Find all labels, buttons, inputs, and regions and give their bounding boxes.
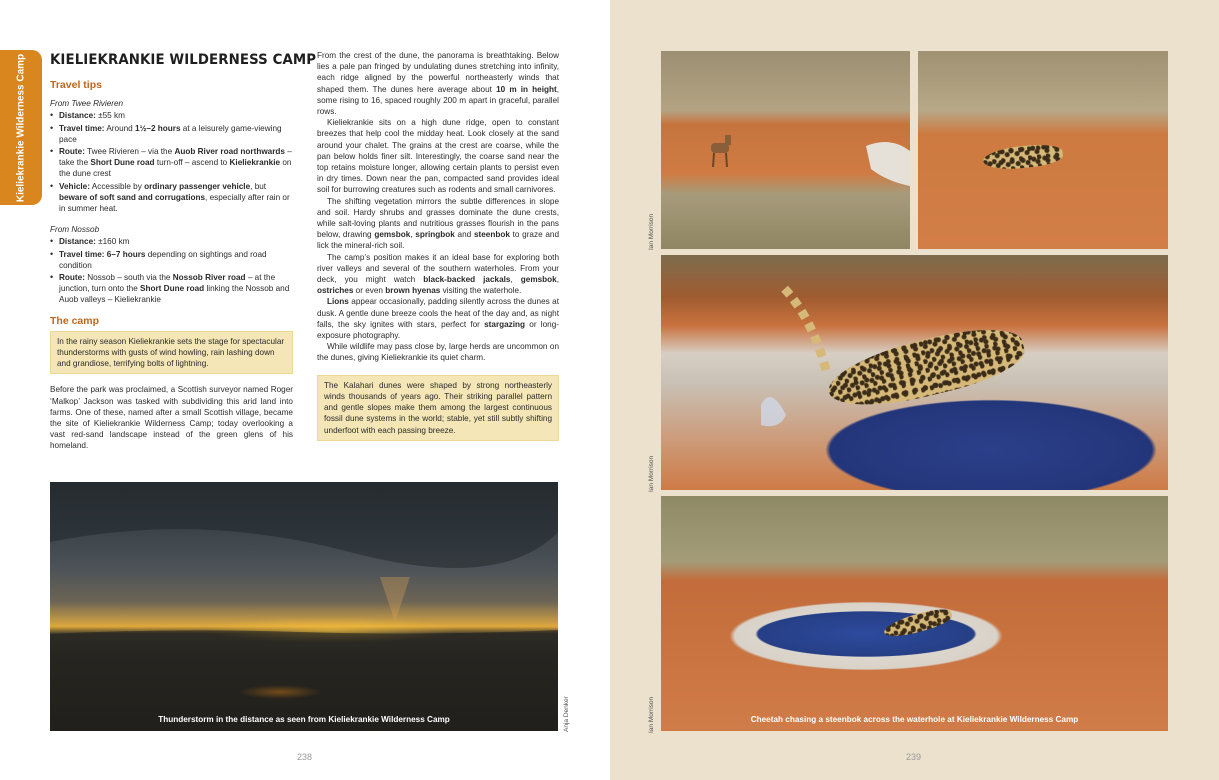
tip-route: • Route: Twee Rivieren – via the Auob River road northwards – take the Short Dune road turn-off – ascend to Kieliekrankie on the dune crest [50, 146, 293, 180]
thunderstorm-photo[interactable] [50, 482, 558, 731]
tip-travel-time: • Travel time: 6–7 hours depending on sightings and road condition [50, 249, 293, 271]
tip-vehicle: • Vehicle: Accessible by ordinary passenger vehicle, but beware of soft sand and corrugations, especially after rain or in summer heat. [50, 181, 293, 215]
cheetah-figure [882, 605, 954, 642]
history-paragraph: Before the park was proclaimed, a Scottish surveyor named Roger ‘Malkop’ Jackson was tasked with subdividing this arid land into farms. One of these, named after a small Scottish village, became the site of Kieliekrankie Wilderness Camp; today overlooking a vast red-sand landscape instead of the green glens of his homeland. [50, 385, 293, 451]
storm-photo-caption: Thunderstorm in the distance as seen from Kieliekrankie Wilderness Camp [158, 715, 450, 724]
tip-route: • Route: Nossob – south via the Nossob River road – at the junction, turn onto the Short Dune road linking the Nossob and Auob valleys – Kieliekrankie [50, 272, 293, 306]
wildlife-paragraph: The camp’s position makes it an ideal base for exploring both river valleys and several of the southern waterholes. From your deck, you might watch black-backed jackals, gemsbok, ostriches or even brown hyenas visiting the waterhole. [317, 252, 559, 296]
page-number-left: 238 [297, 752, 313, 762]
storm-scene-graphic [50, 482, 558, 731]
tip-travel-time: • Travel time: Around 1½–2 hours at a leisurely game-viewing pace [50, 123, 293, 145]
body-paragraph: Kieliekrankie sits on a high dune ridge, open to constant breezes that help cool the midday heat. Look closely at the sand around your chalet. The grains at the crest are coarse, while the pan below holds finer silt. Interestingly, the coarse sand near the top retains moisture longer, allowing certain plants to persist even in dry times. Down near the pan, compacted sand provides ideal soil for burrowing creatures such as rodents and small carnivores. [317, 118, 559, 195]
tip-distance: • Distance: ±160 km [50, 236, 293, 247]
cheetah-figure [982, 142, 1064, 172]
photo-credit: Anja Denker [563, 696, 570, 732]
page-title: KIELIEKRANKIE WILDERNESS CAMP [50, 52, 317, 68]
chapter-side-tab-label: Kieliekrankie Wilderness Camp [15, 53, 27, 202]
tips-list-nossob [50, 236, 293, 305]
page-number-right: 239 [906, 752, 922, 762]
tip-distance: • Distance: ±55 km [50, 110, 293, 121]
panorama-paragraph: From the crest of the dune, the panorama is breathtaking. Below lies a pale pan fringed by undulating dunes stretching into infinity, each ridge aligned by the powerful northeasterly winds that shaped them. The dunes here average about 10 m in height, some rising to 16, spaced roughly 200 m apart in graceful, parallel rows. [317, 51, 560, 117]
cheetah-photo-caption: Cheetah chasing a steenbok across the waterhole at Kieliekrankie Wilderness Camp [750, 715, 1079, 724]
rainy-season-callout: In the rainy season Kieliekrankie sets the stage for spectacular thunderstorms with gusts of wind howling, rain lashing down and grandiose, terrifying bolts of lightning. [50, 331, 293, 375]
dunes-callout: The Kalahari dunes were shaped by strong northeasterly winds thousands of years ago. Their striking parallel pattern and gentle slopes make them among the largest continuous fossil dune systems in the world; stable, yet still subtly shifting underfoot with each passing breeze. [317, 375, 559, 441]
vegetation-paragraph: The shifting vegetation mirrors the subtle differences in slope and soil. Hardy shrubs and grasses dominate the dune crests, while salt-loving plants and nutritious grasses flourish in the pans below, drawing gemsbok, springbok and steenbok to graze and lick the mineral-rich soil. [317, 196, 559, 251]
photo-credit: Ian Morrison [648, 696, 655, 733]
right-column [317, 50, 559, 441]
waterhole-chase-photo[interactable] [661, 496, 1168, 731]
photo-credit: Ian Morrison [648, 455, 655, 492]
from-nossob-label: From Nossob [50, 225, 100, 235]
lions-paragraph: Lions appear occasionally, padding silently across the dunes at dusk. A gentle dune breeze cools the heat of the day and, as night falls, the sky ignites with stars, perfect for stargazing or long-exposure photography. [317, 297, 559, 341]
left-column [50, 52, 317, 452]
chapter-side-tab[interactable] [0, 50, 42, 205]
camp-heading: The camp [50, 314, 100, 327]
body-paragraph: While wildlife may pass close by, large herds are uncommon on the dunes, giving Kieliekrankie its quiet charm. [317, 342, 559, 363]
cheetah-tail-graphic [661, 255, 1168, 490]
photo-credit: Ian Morrison [648, 213, 655, 250]
cheetah-leap-photo[interactable] [661, 255, 1168, 490]
from-twee-rivieren-label: From Twee Rivieren [50, 99, 124, 109]
travel-tips-heading: Travel tips [50, 79, 102, 91]
steenbok-photo[interactable] [661, 51, 910, 249]
steenbok-scene-graphic [661, 51, 910, 249]
tips-list-twee [50, 110, 293, 214]
cheetah-running-photo[interactable] [918, 51, 1168, 249]
